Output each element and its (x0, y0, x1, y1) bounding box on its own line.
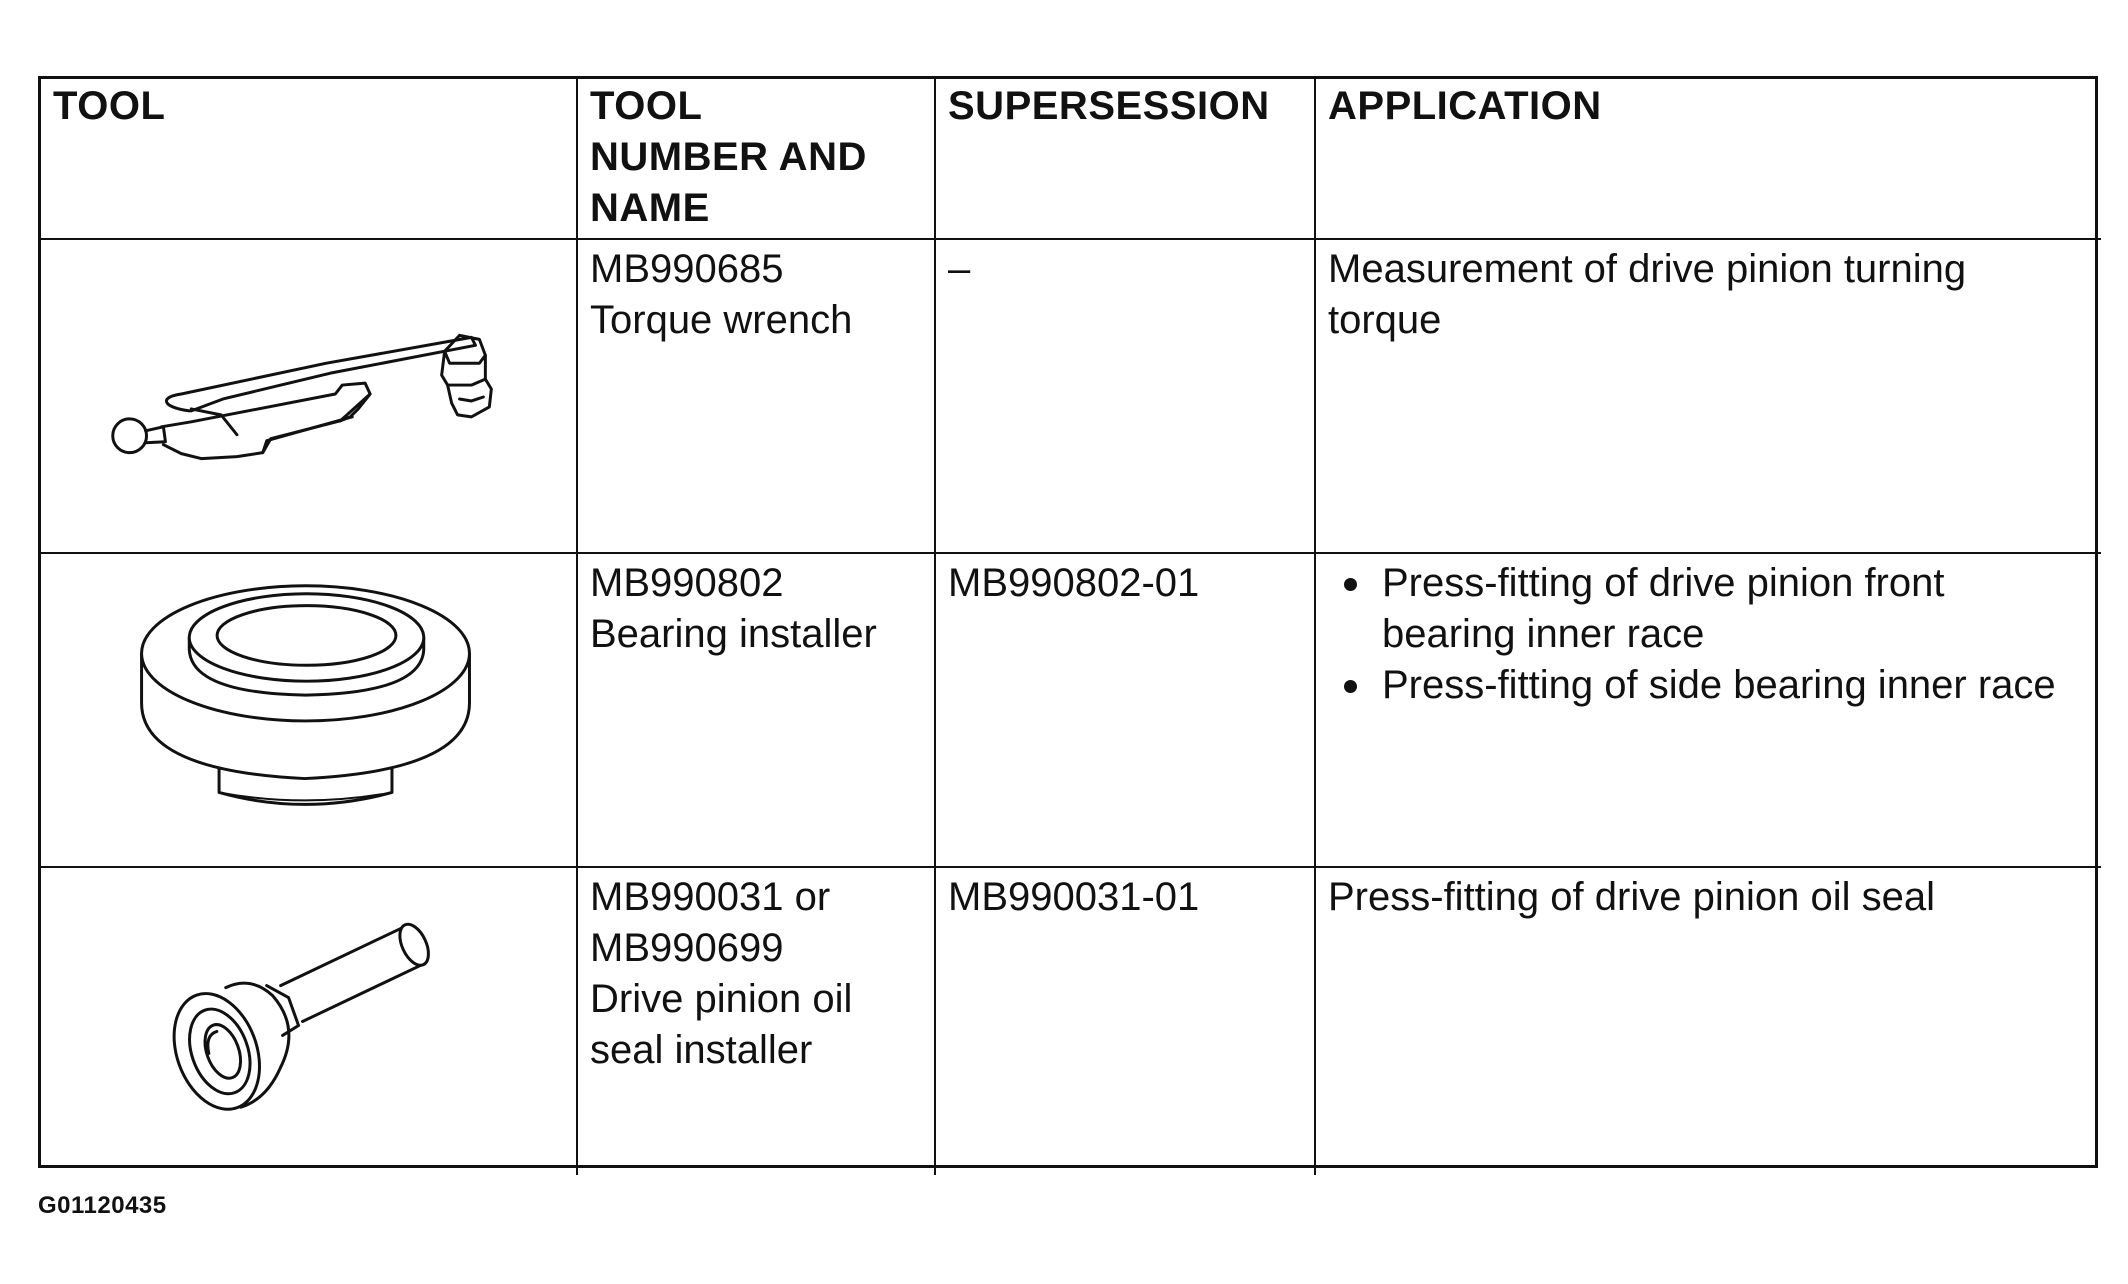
figure-id: G01120435 (38, 1192, 167, 1219)
header-tool-number-line: NUMBER AND (590, 135, 867, 179)
tool-image-cell (41, 553, 577, 867)
oil-seal-installer-icon (41, 868, 576, 1175)
tool-name: seal installer (590, 1028, 813, 1072)
tool-number: MB990031 or (590, 875, 831, 919)
tool-name: Torque wrench (590, 298, 853, 342)
tool-name: Drive pinion oil (590, 977, 853, 1021)
tool-number-cell (577, 553, 935, 867)
tool-number: MB990802 (590, 561, 784, 605)
torque-wrench-icon (41, 240, 576, 552)
tools-table (41, 79, 2101, 1175)
table-header-row (41, 79, 2101, 239)
bearing-installer-icon (41, 554, 576, 866)
header-application: APPLICATION (1315, 79, 2101, 239)
application-cell (1315, 553, 2101, 867)
application-list (1328, 558, 2089, 711)
tool-number-cell (577, 867, 935, 1175)
tool-number-cell (577, 239, 935, 553)
table-row (41, 239, 2101, 553)
tool-number: MB990685 (590, 247, 784, 291)
supersession-cell: MB990802-01 (935, 553, 1315, 867)
table-row (41, 867, 2101, 1175)
tool-image-cell (41, 239, 577, 553)
list-item: Press-fitting of side bearing inner race (1382, 660, 2089, 711)
header-tool-number-line: TOOL (590, 84, 703, 128)
tool-name: Bearing installer (590, 612, 877, 656)
header-tool: TOOL (41, 79, 577, 239)
table-row (41, 553, 2101, 867)
supersession-cell: – (935, 239, 1315, 553)
special-tools-table (38, 76, 2098, 1168)
tool-number: MB990699 (590, 926, 784, 970)
header-supersession: SUPERSESSION (935, 79, 1315, 239)
tool-image-cell (41, 867, 577, 1175)
supersession-cell: MB990031-01 (935, 867, 1315, 1175)
header-tool-number-line: NAME (590, 186, 710, 230)
application-cell: Press-fitting of drive pinion oil seal (1315, 867, 2101, 1175)
header-tool-number (577, 79, 935, 239)
application-cell: Measurement of drive pinion turning torque (1315, 239, 2101, 553)
list-item: Press-fitting of drive pinion front bearing inner race (1382, 558, 2089, 660)
